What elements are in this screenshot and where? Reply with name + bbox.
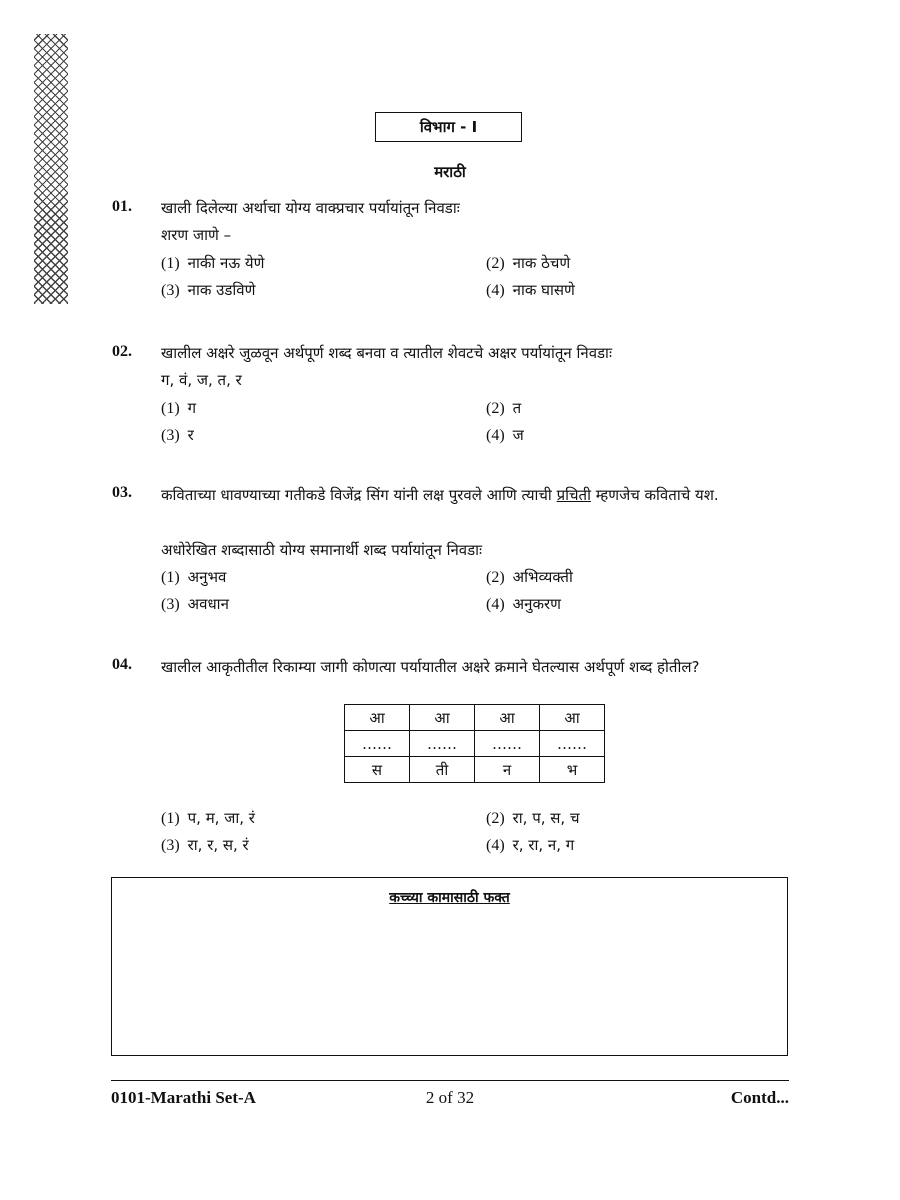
option-label: नाक ठेचणे [512,254,571,272]
underlined-word: प्रचिती [556,486,591,504]
grid-cell: आ [410,705,475,731]
option-number: (4) [486,837,505,854]
option-2[interactable] [486,253,570,273]
question-instruction: अधोरेखित शब्दासाठी योग्य समानार्थी शब्द पर्यायांतून निवडाः [161,541,483,559]
grid-cell: भ [540,757,605,783]
section-heading-box [375,112,522,142]
footer-page-number: 2 of 32 [425,1088,475,1107]
subject-title: मराठी [434,163,466,181]
option-label: ग [187,399,197,417]
option-2[interactable] [486,567,573,587]
grid-row [345,731,605,757]
grid-cell: आ [540,705,605,731]
option-3[interactable] [161,425,194,445]
option-number: (3) [161,596,180,613]
option-1[interactable] [161,253,264,273]
section-heading: विभाग - I [419,118,478,136]
option-number: (4) [486,427,505,444]
question-number: 03. [112,484,132,501]
footer-paper-code: 0101-Marathi Set-A [111,1088,256,1107]
option-4[interactable] [486,835,574,855]
option-1[interactable] [161,398,196,418]
grid-cell: स [345,757,410,783]
footer-contd: Contd... [730,1088,789,1107]
option-3[interactable] [161,280,255,300]
option-number: (2) [486,569,505,586]
option-label: त [512,399,522,417]
grid-blank-cell: …… [475,731,540,757]
grid-cell: ती [410,757,475,783]
option-3[interactable] [161,835,249,855]
option-label: अनुभव [187,568,227,586]
option-number: (4) [486,596,505,613]
option-label: ज [512,426,524,444]
grid-blank-cell: …… [540,731,605,757]
option-number: (2) [486,810,505,827]
option-number: (3) [161,427,180,444]
option-label: नाकी नऊ येणे [187,254,265,272]
grid-cell: न [475,757,540,783]
option-4[interactable] [486,280,575,300]
rough-work-title: कच्च्या कामासाठी फक्त [389,890,510,906]
grid-blank-cell: …… [345,731,410,757]
option-label: रा, प, स, च [512,809,580,827]
question-number: 04. [112,656,132,673]
option-label: अवधान [187,595,229,613]
option-1[interactable] [161,808,255,828]
option-number: (1) [161,400,180,417]
question-text [161,482,788,509]
option-label: अनुकरण [512,595,561,613]
option-number: (1) [161,810,180,827]
question-text: खाली दिलेल्या अर्थाचा योग्य वाक्प्रचार पर्यायांतून निवडाः [161,199,460,217]
option-label: नाक घासणे [512,281,575,299]
option-number: (2) [486,255,505,272]
question-number: 01. [112,198,132,215]
question-number: 02. [112,343,132,360]
option-number: (1) [161,569,180,586]
grid-row [345,705,605,731]
option-3[interactable] [161,594,229,614]
question-text-before: कविताच्या धावण्याच्या गतीकडे विजेंद्र सिंग यांनी लक्ष पुरवले आणि त्याची [161,486,552,504]
option-4[interactable] [486,425,524,445]
grid-blank-cell: …… [410,731,475,757]
grid-row [345,757,605,783]
option-2[interactable] [486,808,579,828]
question-subtext: शरण जाणे – [161,226,232,244]
option-label: रा, र, स, रं [187,836,249,854]
option-2[interactable] [486,398,521,418]
letter-grid [344,704,605,783]
option-number: (3) [161,837,180,854]
option-4[interactable] [486,594,561,614]
grid-cell: आ [345,705,410,731]
option-label: अभिव्यक्ती [512,568,573,586]
option-label: र, रा, न, ग [512,836,575,854]
option-number: (1) [161,255,180,272]
rough-work-box [111,877,788,1056]
option-number: (2) [486,400,505,417]
option-number: (4) [486,282,505,299]
question-text-after: म्हणजेच कविताचे यश. [595,486,719,504]
grid-cell: आ [475,705,540,731]
option-label: र [187,426,194,444]
option-number: (3) [161,282,180,299]
question-text: खालील आकृतीतील रिकाम्या जागी कोणत्या पर्यायातील अक्षरे क्रमाने घेतल्यास अर्थपूर्ण शब्द होतील? [161,658,700,676]
question-text: खालील अक्षरे जुळवून अर्थपूर्ण शब्द बनवा व त्यातील शेवटचे अक्षर पर्यायांतून निवडाः [161,344,612,362]
footer-divider [111,1080,789,1081]
option-label: नाक उडविणे [187,281,256,299]
question-subtext: ग, वं, ज, त, र [161,371,242,389]
option-1[interactable] [161,567,226,587]
option-label: प, म, जा, रं [187,809,255,827]
